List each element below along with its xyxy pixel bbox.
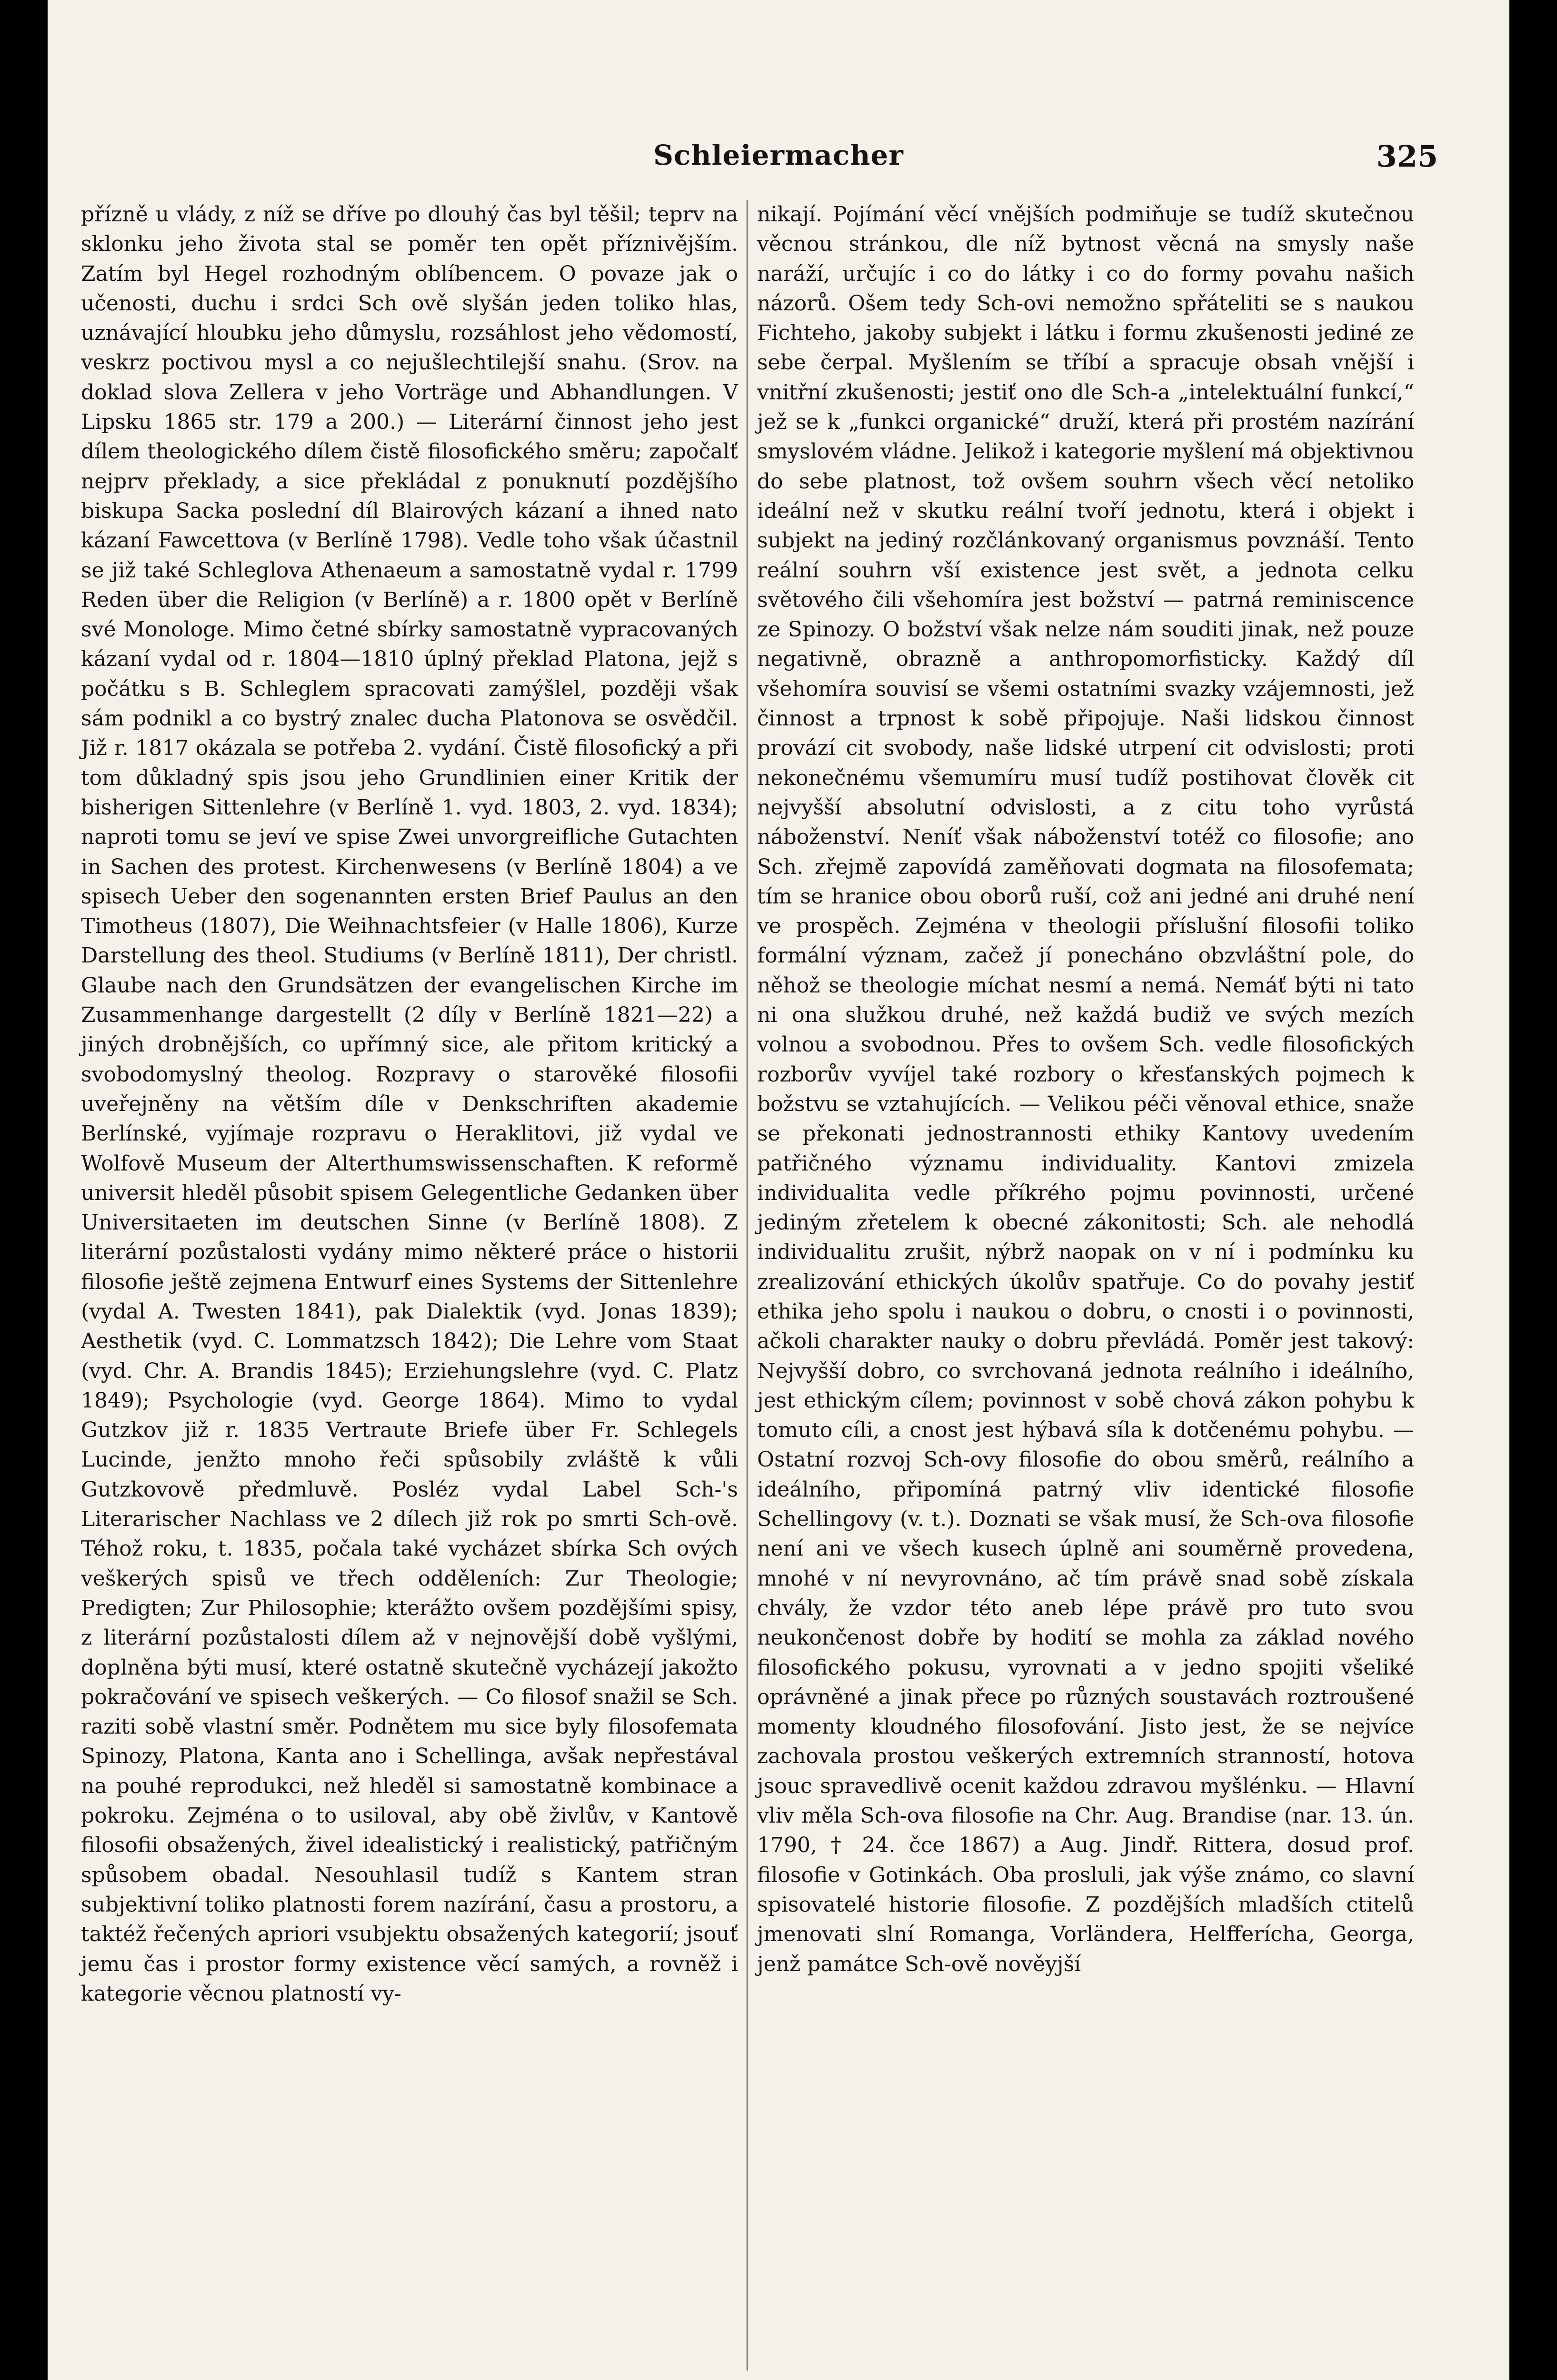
book-page: [48, 0, 1509, 2380]
scan-border-right: [1509, 0, 1557, 2380]
running-head: [48, 139, 1509, 182]
running-title: Schleiermacher: [653, 139, 904, 171]
left-column-text: přízně u vlády, z níž se dříve po dlouhý čas byl těšil; teprv na sklonku jeho života stal se poměr ten opět příznivějším. Zatím byl Hegel rozhodným oblíbencem. O povaze jak o učenosti, duchu i srdci Sch ově slyšán jeden toliko hlas, uznávající hloubku jeho důmyslu, rozsáhlost jeho vědomostí, veskrz poctivou mysl a co nejušlechtilejší snahu. (Srov. na doklad slova Zellera v jeho Vorträge und Abhandlungen. V Lipsku 1865 str. 179 a 200.) — Literární činnost jeho jest dílem theologického dílem čistě filosofického směru; započalť nejprv překlady, a sice překládal z ponuknutí pozdějšího biskupa Sacka poslední díl Blairových kázaní a ihned nato kázaní Fawcettova (v Berlíně 1798). Vedle toho však účastnil se již také Schleglova Athenaeum a samostatně vydal r. 1799 Reden über die Religion (v Berlíně) a r. 1800 opět v Berlíně své Monologe. Mimo četné sbírky samostatně vypracovaných kázaní vydal od r. 1804—1810 úplný překlad Platona, jejž s počátku s B. Schleglem spracovati zamýšlel, později však sám podnikl a co bystrý znalec ducha Platonova se osvědčil. Již r. 1817 okázala se potřeba 2. vydání. Čistě filosofický a při tom důkladný spis jsou jeho Grundlinien einer Kritik der bisherigen Sittenlehre (v Berlíně 1. vyd. 1803, 2. vyd. 1834); naproti tomu se jeví ve spise Zwei unvorgreifliche Gutachten in Sachen des protest. Kirchenwesens (v Berlíně 1804) a ve spisech Ueber den sogenannten ersten Brief Paulus an den Timotheus (1807), Die Weihnachtsfeier (v Halle 1806), Kurze Darstellung des theol. Studiums (v Berlíně 1811), Der christl. Glaube nach den Grundsätzen der evangelischen Kirche im Zusammenhange dargestellt (2 díly v Berlíně 1821—22) a jiných drobnějších, co upřímný sice, ale přitom kritický a svobodomyslný theolog. Rozpravy o starověké filosofii uveřejněny na větším díle v Denkschriften akademie Berlínské, vyjímaje rozpravu o Heraklitovi, již vydal ve Wolfově Museum der Alterthumswissenschaften. K reformě universit hleděl působit spisem Gelegentliche Gedanken über Universitaeten im deutschen Sinne (v Berlíně 1808). Z literární pozůstalosti vydány mimo některé práce o historii filosofie ještě zejmena Entwurf eines Systems der Sittenlehre (vydal A. Twesten 1841), pak Dialektik (vyd. Jonas 1839); Aesthetik (vyd. C. Lommatzsch 1842); Die Lehre vom Staat (vyd. Chr. A. Brandis 1845); Erziehungslehre (vyd. C. Platz 1849); Psychologie (vyd. George 1864). Mimo to vydal Gutzkov již r. 1835 Vertraute Briefe über Fr. Schlegels Lucinde, jenžto mnoho řeči spůsobily zvláště k vůli Gutzkovově předmluvě. Posléz vydal Label Sch-'s Literarischer Nachlass ve 2 dílech již rok po smrti Sch-ově. Téhož roku, t. 1835, počala také vycházet sbírka Sch ových veškerých spisů ve třech odděleních: Zur Theologie; Predigten; Zur Philosophie; kterážto ovšem pozdějšími spisy, z literární pozůstalosti dílem až v nejnovější době vyšlými, doplněna býti musí, které ostatně skutečně vycházejí jakožto pokračování ve spisech veškerých. — Co filosof snažil se Sch. raziti sobě vlastní směr. Podnětem mu sice byly filosofemata Spinozy, Platona, Kanta ano i Schellinga, avšak nepřestával na pouhé reprodukci, než hleděl si samostatně kombinace a pokroku. Zejména o to usiloval, aby obě živlův, v Kantově filosofii obsažených, živel idealistický i realistický, patřičným spůsobem obadal. Nesouhlasil tudíž s Kantem stran subjektivní toliko platnosti forem nazírání, času a prostoru, a taktéž řečených apriori vsubjektu obsažených kategorií; jsouť jemu čas i prostor formy existence věcí samých, a rovněž i kategorie věcnou platností vy-: [81, 202, 738, 2006]
right-column: [757, 200, 1414, 2380]
left-column: [81, 200, 738, 2380]
column-divider: [747, 200, 748, 2370]
page-number: 325: [1376, 139, 1438, 174]
scan-border-left: [0, 0, 48, 2380]
right-column-text: nikají. Pojímání věcí vnějších podmiňuje se tudíž skutečnou věcnou stránkou, dle níž bytnost věcná na smysly naše naráží, určujíc i co do látky i co do formy povahu našich názorů. Ošem tedy Sch-ovi nemožno spřáteliti se s naukou Fichteho, jakoby subjekt i látku i formu zkušenosti jediné ze sebe čerpal. Myšlením se tříbí a spracuje obsah vnější i vnitřní zkušenosti; jestiť ono dle Sch-a „intelektuální funkcí,“ jež se k „funkci organické“ druží, která při prostém nazírání smyslovém vládne. Jelikož i kategorie myšlení má objektivnou do sebe platnost, tož ovšem souhrn všech věcí netoliko ideální než v skutku reální tvoří jednotu, která i objekt i subjekt na jediný rozčlánkovaný organismus povznáší. Tento reální souhrn vší existence jest svět, a jednota celku světového čili všehomíra jest božství — patrná reminiscence ze Spinozy. O božství však nelze nám souditi jinak, než pouze negativně, obrazně a anthropomorfisticky. Každý díl všehomíra souvisí se všemi ostatními svazky vzájemnosti, jež činnost a trpnost k sobě připojuje. Naši lidskou činnost provází cit svobody, naše lidské utrpení cit odvislosti; proti nekonečnému všemumíru musí tudíž postihovat člověk cit nejvyšší absolutní odvislosti, a z citu toho vyrůstá náboženství. Neníť však náboženství totéž co filosofie; ano Sch. zřejmě zapovídá zaměňovati dogmata na filosofemata; tím se hranice obou oborů ruší, což ani jedné ani druhé není ve prospěch. Zejména v theologii příslušní filosofii toliko formální význam, začež jí ponecháno obzvláštní pole, do něhož se theologie míchat nesmí a nemá. Nemáť býti ni tato ni ona služkou druhé, než každá budiž ve svých mezích volnou a svobodnou. Přes to ovšem Sch. vedle filosofických rozborův vyvíjel také rozbory o křesťanských pojmech k božstvu se vztahujících. — Velikou péči věnoval ethice, snaže se překonati jednostrannosti ethiky Kantovy uvedením patřičného významu individuality. Kantovi zmizela individualita vedle příkrého pojmu povinnosti, určené jediným zřetelem k obecné zákonitosti; Sch. ale nehodlá individualitu zrušit, nýbrž naopak on v ní i podmínku ku zrealizování ethických úkolův spatřuje. Co do povahy jestiť ethika jeho spolu i naukou o dobru, o cnosti i o povinnosti, ačkoli charakter nauky o dobru převládá. Poměr jest takový: Nejvyšší dobro, co svrchovaná jednota reálního i ideálního, jest ethickým cílem; povinnost v sobě chová zákon pohybu k tomuto cíli, a cnost jest hýbavá síla k dotčenému pohybu. — Ostatní rozvoj Sch-ovy filosofie do obou směrů, reálního a ideálního, připomíná patrný vliv identické filosofie Schellingovy (v. t.). Doznati se však musí, že Sch-ova filosofie není ani ve všech kusech úplně ani souměrně provedena, mnohé v ní nevyrovnáno, ač tím právě snad sobě získala chvály, že vzdor této aneb lépe právě pro tuto svou neukončenost dobře by hodití se mohla za základ nového filosofického pokusu, vyrovnati a v jedno spojiti všeliké oprávněné a jinak přece po různých soustavách roztroušené momenty kloudného filosofování. Jisto jest, že se nejvíce zachovala prostou veškerých extremních stranností, hotova jsouc spravedlivě ocenit každou zdravou myšlénku. — Hlavní vliv měla Sch-ova filosofie na Chr. Aug. Brandise (nar. 13. ún. 1790, † 24. čce 1867) a Aug. Jindř. Rittera, dosud prof. filosofie v Gotinkách. Oba prosluli, jak výše známo, co slavní spisovatelé historie filosofie. Z pozdějších mladších ctitelů jmenovati slní Romanga, Vorländera, Helfferícha, Georga, jenž památce Sch-ově nověyjší: [757, 202, 1414, 1976]
